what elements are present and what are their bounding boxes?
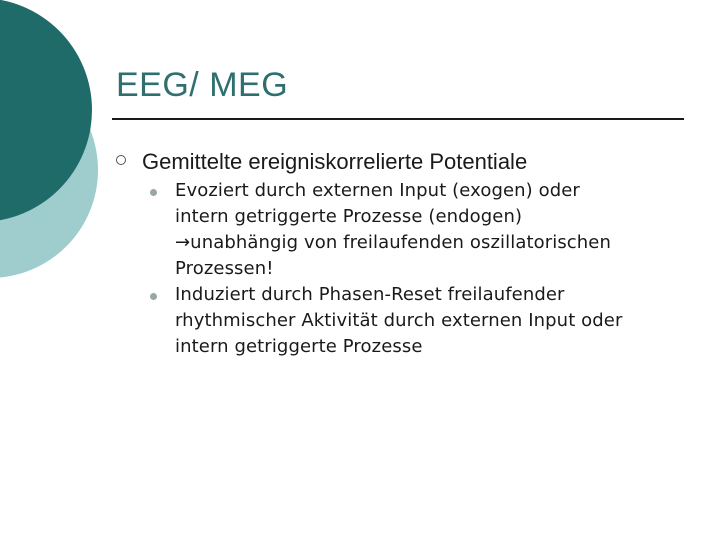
- slide-title: EEG/ MEG: [116, 66, 289, 104]
- text-line: intern getriggerte Prozesse (endogen): [175, 206, 523, 227]
- text-line: →unabhängig von freilaufenden oszillatorischen: [175, 232, 611, 253]
- text-line: intern getriggerte Prozesse: [175, 336, 423, 357]
- hollow-circle-bullet-icon: [116, 155, 126, 165]
- text-line: rhythmischer Aktivität durch externen Input oder: [175, 310, 623, 331]
- sub-bullet-text: [175, 178, 611, 282]
- text-line: Evoziert durch externen Input (exogen) oder: [175, 180, 580, 201]
- main-bullet-text: Gemittelte ereigniskorrelierte Potentiale: [142, 149, 528, 174]
- sub-bullet-evoked: [150, 178, 690, 282]
- dot-bullet-icon: [150, 189, 157, 196]
- sub-bullet-text: [175, 282, 623, 360]
- dot-bullet-icon: [150, 293, 157, 300]
- text-line: Induziert durch Phasen-Reset freilaufender: [175, 284, 565, 305]
- text-line: Prozessen!: [175, 258, 274, 279]
- title-divider: [112, 118, 684, 120]
- sub-bullet-induced: [150, 282, 690, 360]
- main-bullet: [116, 148, 696, 176]
